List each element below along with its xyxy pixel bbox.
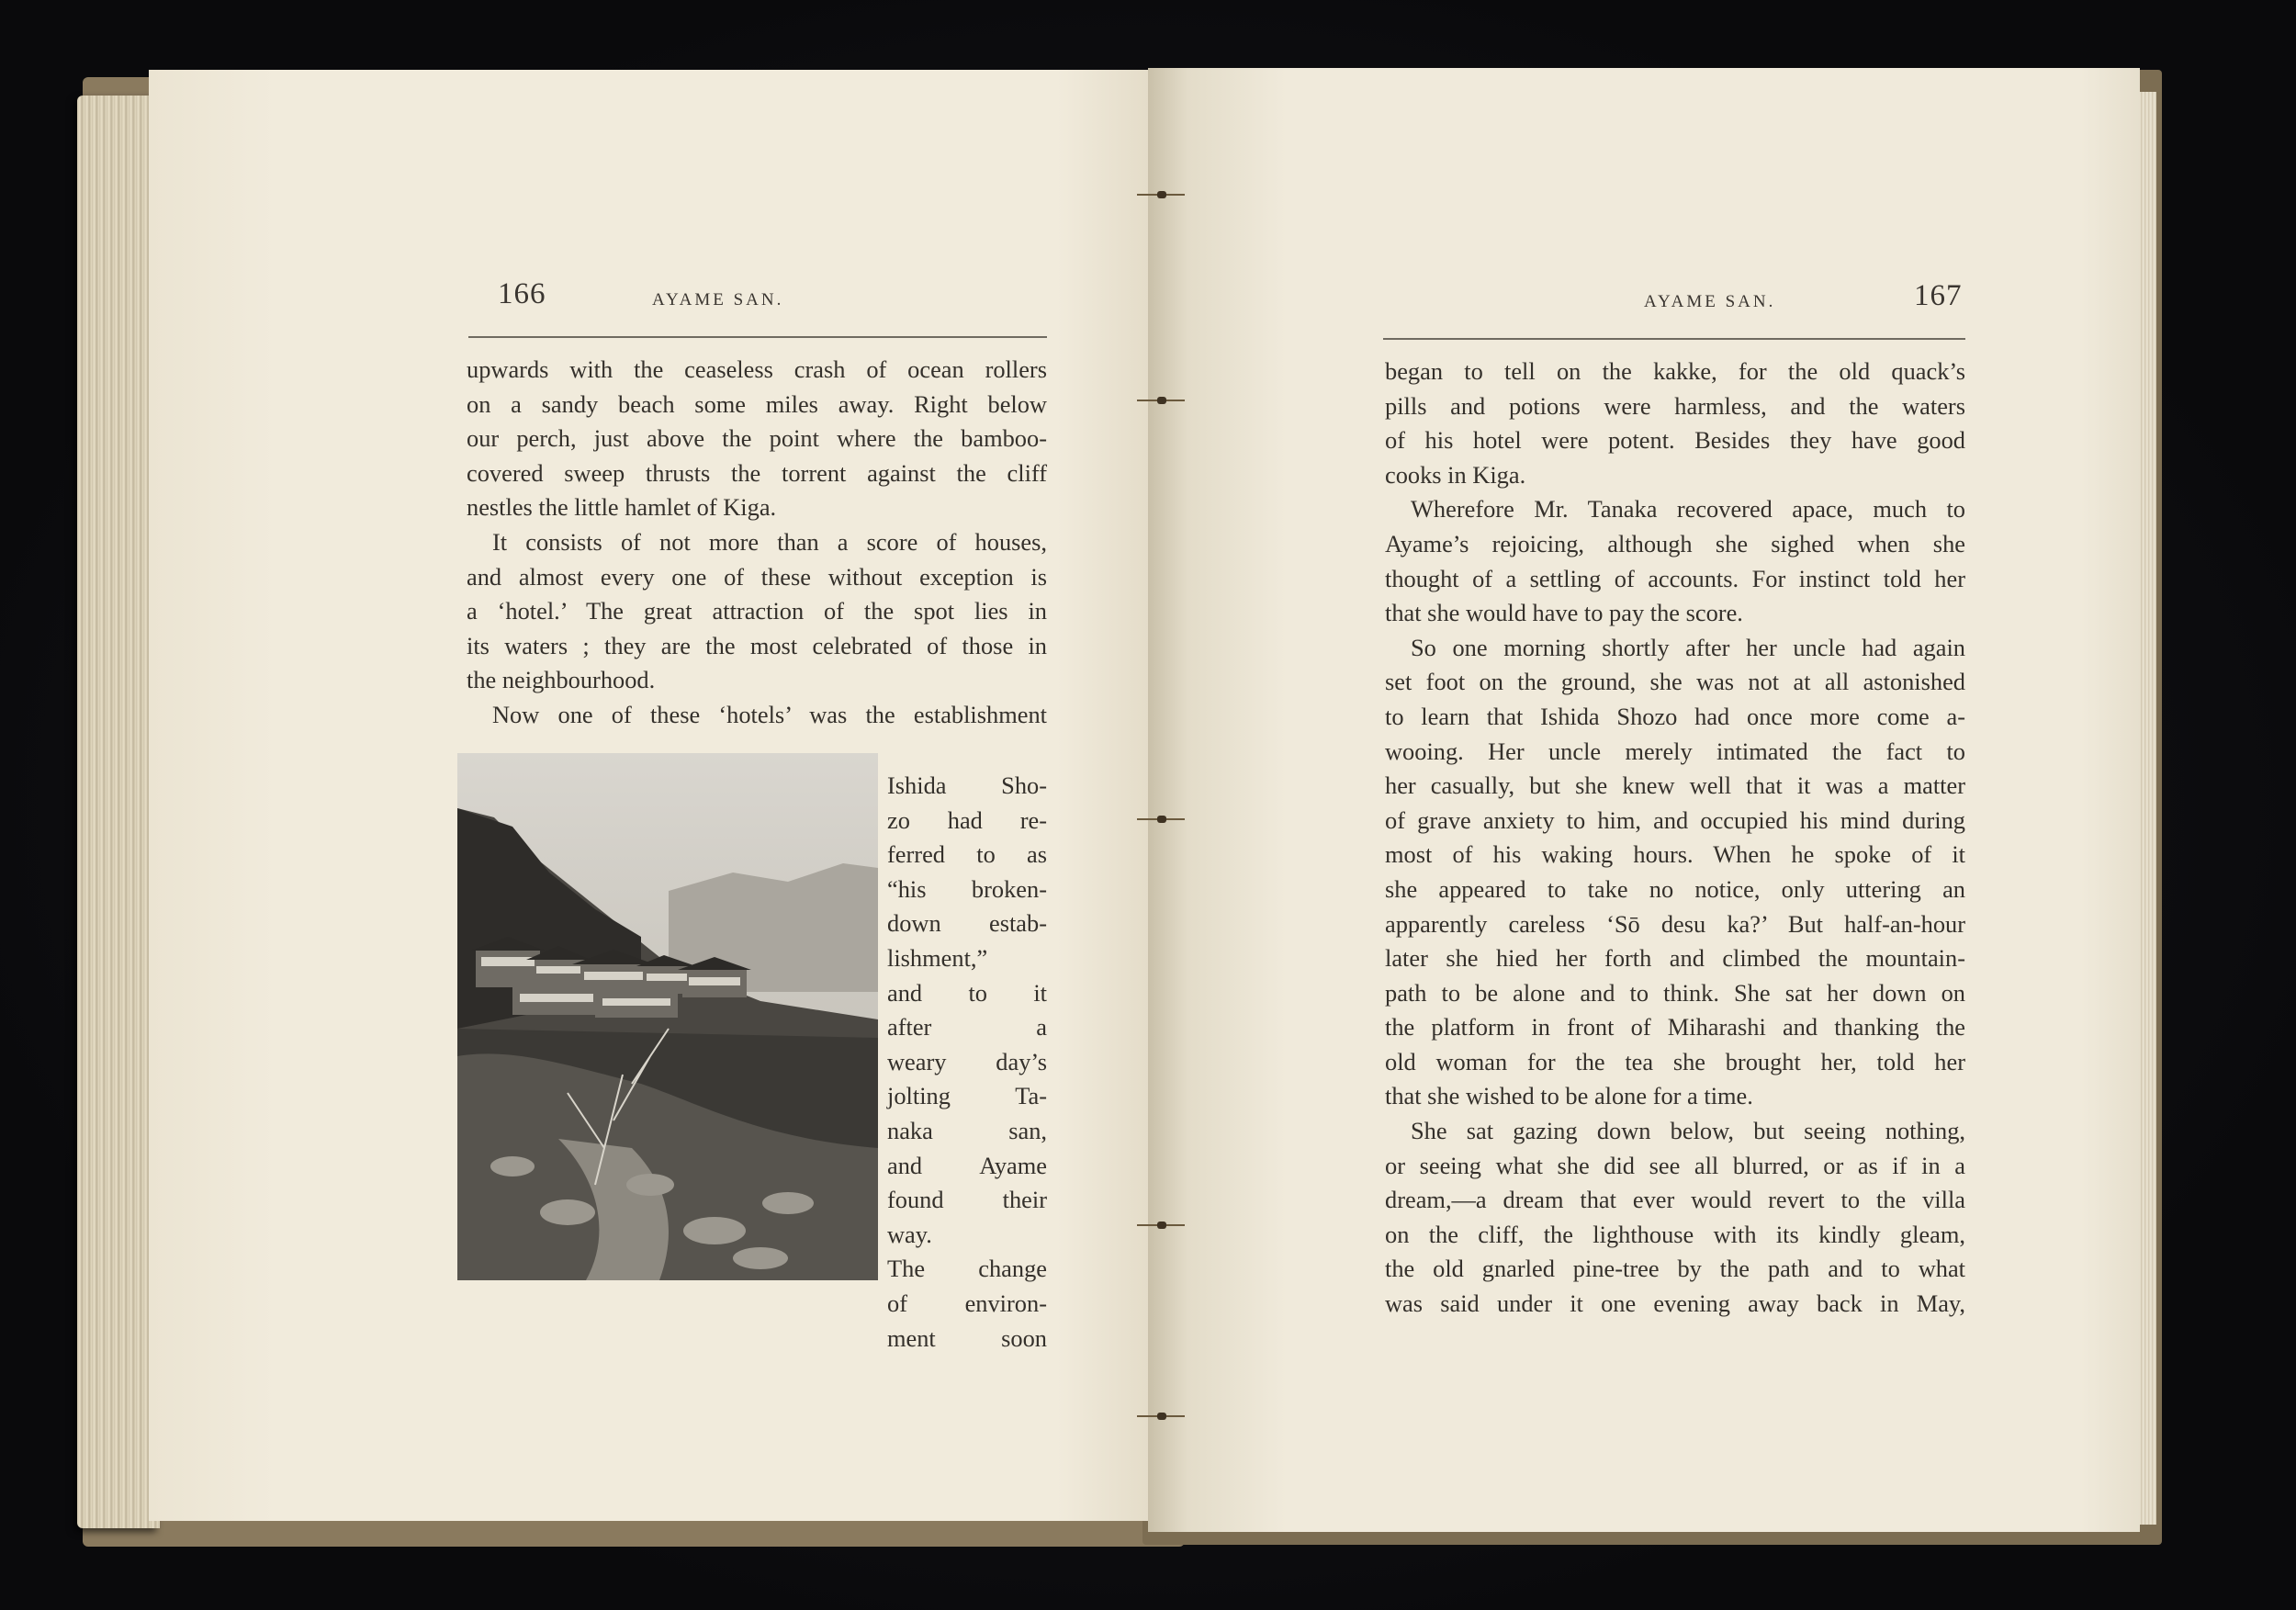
text-line: our perch, just above the point where the bamboo- xyxy=(467,424,1047,453)
text-line: and to it xyxy=(887,978,1047,1007)
right-page-text xyxy=(1385,355,1965,1322)
page-edges-right xyxy=(2138,92,2156,1525)
text-line: ment soon xyxy=(887,1323,1047,1352)
left-page-wrap-text xyxy=(887,769,1047,1356)
left-running-head: AYAME SAN. xyxy=(652,290,784,310)
left-page xyxy=(149,70,1205,1521)
village-photo-icon xyxy=(457,753,878,1280)
landscape-photograph xyxy=(457,753,878,1280)
text-line: that she wished to be alone for a time. xyxy=(1385,1082,1753,1110)
open-book xyxy=(77,64,2162,1561)
text-line: down estab- xyxy=(887,909,1047,938)
text-line: apparently careless ‘Sō desu ka?’ But half-an-hour xyxy=(1385,909,1965,938)
text-line: began to tell on the kakke, for the old quack’s xyxy=(1385,357,1965,385)
text-line: thought of a settling of accounts. For instinct told her xyxy=(1385,564,1965,592)
text-line: of environ- xyxy=(887,1289,1047,1317)
text-line: ferred to as xyxy=(887,840,1047,869)
left-page-text xyxy=(467,353,1047,733)
text-line: cooks in Kiga. xyxy=(1385,460,1526,489)
text-line: Now one of these ‘hotels’ was the establishment xyxy=(492,700,1047,728)
binding-stitch xyxy=(1124,1222,1198,1229)
text-line: The change xyxy=(887,1255,1047,1283)
text-line: upwards with the ceaseless crash of ocean rollers xyxy=(467,355,1047,383)
text-line: wooing. Her uncle merely intimated the fact to xyxy=(1385,737,1965,765)
right-page-number: 167 xyxy=(1914,279,1963,312)
text-line: old woman for the tea she brought her, told her xyxy=(1385,1047,1965,1075)
text-line: and almost every one of these without exception is xyxy=(467,562,1047,591)
text-line: the neighbourhood. xyxy=(467,666,656,694)
text-line: the platform in front of Miharashi and thanking the xyxy=(1385,1013,1965,1041)
text-line: pills and potions were harmless, and the waters xyxy=(1385,391,1965,420)
page-edges-left xyxy=(77,96,160,1528)
text-line: lishment,” xyxy=(887,943,988,972)
text-line: its waters ; they are the most celebrated of those in xyxy=(467,631,1047,659)
text-line: and Ayame xyxy=(887,1151,1047,1179)
text-line: Wherefore Mr. Tanaka recovered apace, much to xyxy=(1411,495,1965,524)
text-line: Ishida Sho- xyxy=(887,771,1047,799)
text-line: So one morning shortly after her uncle had again xyxy=(1411,633,1965,661)
text-line: or seeing what she did see all blurred, or as if in a xyxy=(1385,1151,1965,1179)
text-line: set foot on the ground, she was not at all astonished xyxy=(1385,668,1965,696)
text-line: found their xyxy=(887,1186,1047,1214)
text-line: Ayame’s rejoicing, although she sighed when she xyxy=(1385,529,1965,557)
text-line: on the cliff, the lighthouse with its kindly gleam, xyxy=(1385,1220,1965,1248)
text-line: that she would have to pay the score. xyxy=(1385,599,1743,627)
text-line: her casually, but she knew well that it was a matter xyxy=(1385,771,1965,800)
binding-stitch xyxy=(1124,1413,1198,1420)
text-line: It consists of not more than a score of houses, xyxy=(492,527,1047,556)
text-line: later she hied her forth and climbed the mountain- xyxy=(1385,944,1965,973)
right-header-rule xyxy=(1383,338,1965,340)
left-page-number: 166 xyxy=(498,277,546,310)
binding-stitch xyxy=(1124,816,1198,823)
text-line: weary day’s xyxy=(887,1047,1047,1075)
text-line: jolting Ta- xyxy=(887,1082,1047,1110)
right-page xyxy=(1148,68,2140,1532)
text-line: dream,—a dream that ever would revert to the villa xyxy=(1385,1186,1965,1214)
text-line: she appeared to take no notice, only uttering an xyxy=(1385,874,1965,903)
text-line: “his broken- xyxy=(887,874,1047,903)
text-line: She sat gazing down below, but seeing nothing, xyxy=(1411,1117,1965,1145)
text-line: a ‘hotel.’ The great attraction of the spot lies in xyxy=(467,597,1047,625)
text-line: naka san, xyxy=(887,1116,1047,1144)
text-line: was said under it one evening away back in May, xyxy=(1385,1289,1965,1318)
text-line: path to be alone and to think. She sat her down on xyxy=(1385,978,1965,1007)
text-line: of his hotel were potent. Besides they have good xyxy=(1385,426,1965,455)
text-line: to learn that Ishida Shozo had once more come a- xyxy=(1385,702,1965,730)
text-line: the old gnarled pine-tree by the path and to what xyxy=(1385,1255,1965,1283)
text-line: covered sweep thrusts the torrent against the cliff xyxy=(467,458,1047,487)
text-line: most of his waking hours. When he spoke of it xyxy=(1385,840,1965,869)
text-line: way. xyxy=(887,1220,932,1248)
binding-stitch xyxy=(1124,191,1198,198)
text-line: after a xyxy=(887,1013,1047,1041)
text-line: on a sandy beach some miles away. Right below xyxy=(467,389,1047,418)
left-header-rule xyxy=(468,336,1047,338)
binding-stitch xyxy=(1124,397,1198,404)
text-line: zo had re- xyxy=(887,805,1047,834)
right-running-head: AYAME SAN. xyxy=(1644,292,1776,311)
text-line: nestles the little hamlet of Kiga. xyxy=(467,493,777,522)
text-line: of grave anxiety to him, and occupied his mind during xyxy=(1385,805,1965,834)
